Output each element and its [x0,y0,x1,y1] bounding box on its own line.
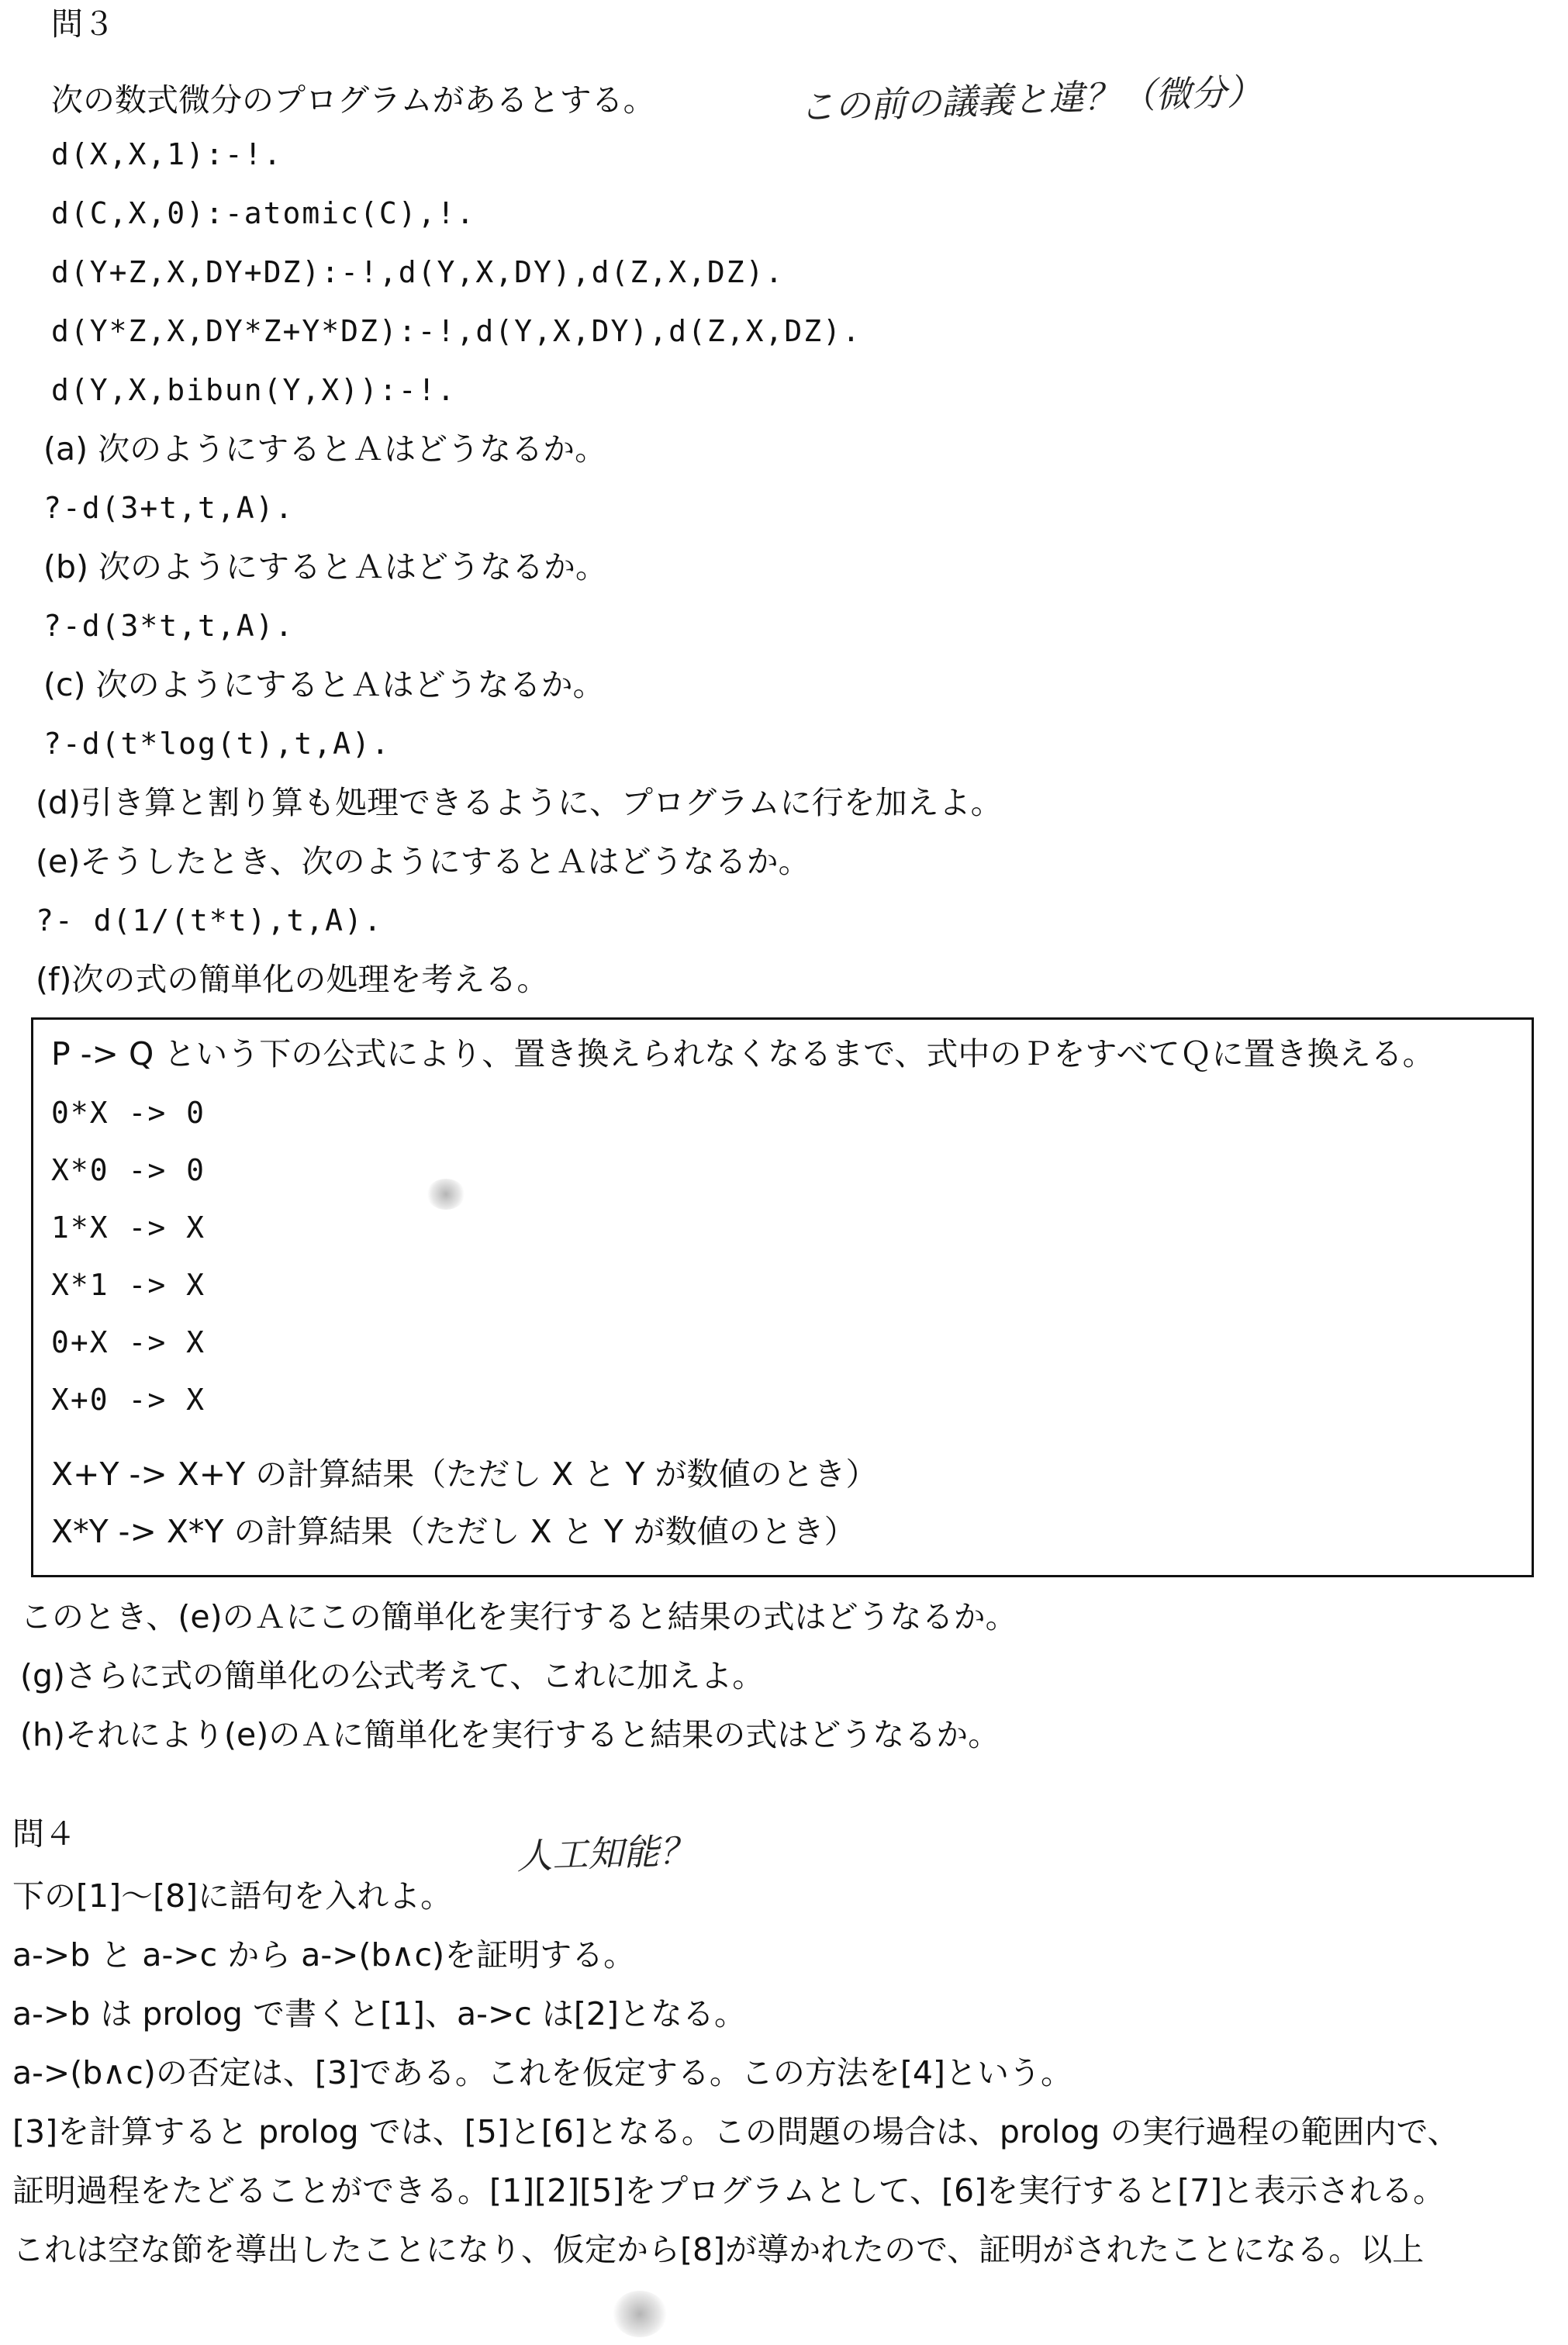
q4-handwritten-note: 人工知能？ [516,1829,696,1877]
formula-8: X*Y -> X*Y の計算結果（ただし X と Y が数値のとき） [51,1513,856,1550]
q3-intro: 次の数式微分のプログラムがあるとする。 [51,81,655,119]
q4-line-1: 下の[1]～[8]に語句を入れよ。 [12,1877,453,1915]
query-c: ?-d(t*log(t),t,A). [43,727,391,761]
q4-line-3: a->b は prolog で書くと[1]、a->c は[2]となる。 [12,1995,746,2032]
q4-line-5: [3]を計算すると prolog では、[5]と[6]となる。この問題の場合は、prolog の実行過程の範囲内で、 [12,2113,1459,2150]
query-b: ?-d(3*t,t,A). [43,609,295,643]
formula-1: 0*X -> 0 [51,1096,206,1130]
q3-heading: 問３ [51,5,115,43]
question-f: (f)次の式の簡単化の処理を考える。 [36,961,549,998]
q4-line-4: a->(b∧c)の否定は、[3]である。これを仮定する。この方法を[4]という。 [12,2054,1072,2091]
scan-smudge [613,2291,667,2337]
code-line-5: d(Y,X,bibun(Y,X)):-!. [51,373,457,407]
question-a: (a) 次のようにするとＡはどうなるか。 [43,430,607,468]
scan-smudge [427,1179,465,1210]
q4-heading: 問４ [12,1815,76,1853]
formula-2: X*0 -> 0 [51,1153,206,1187]
q4-line-7: これは空な節を導出したことになり、仮定から[8]が導かれたので、証明がされたことになる。以上 [12,2231,1425,2268]
question-g: (g)さらに式の簡単化の公式考えて、これに加えよ。 [20,1657,765,1694]
question-e: (e)そうしたとき、次のようにするとＡはどうなるか。 [36,843,810,880]
code-line-3: d(Y+Z,X,DY+DZ):-!,d(Y,X,DY),d(Z,X,DZ). [51,255,785,289]
after-box-question: このとき、(e)のＡにこの簡単化を実行すると結果の式はどうなるか。 [20,1598,1017,1635]
query-e: ?- d(1/(t*t),t,A). [36,903,383,938]
q4-line-6: 証明過程をたどることができる。[1][2][5]をプログラムとして、[6]を実行すると[7]と表示される。 [12,2172,1445,2209]
code-line-4: d(Y*Z,X,DY*Z+Y*DZ):-!,d(Y,X,DY),d(Z,X,DZ). [51,314,862,348]
rule-description: P -> Q という下の公式により、置き換えられなくなるまで、式中のＰをすべてＱに置き換える。 [51,1035,1435,1072]
code-line-1: d(X,X,1):-!. [51,137,283,171]
q4-line-2: a->b と a->c から a->(b∧c)を証明する。 [12,1936,636,1974]
formula-5: 0+X -> X [51,1325,206,1359]
question-c: (c) 次のようにするとＡはどうなるか。 [43,666,605,703]
q3-handwritten-note: この前の議義と違？（微分） [798,70,1263,129]
formula-7: X+Y -> X+Y の計算結果（ただし X と Y が数値のとき） [51,1456,878,1493]
question-d: (d)引き算と割り算も処理できるように、プログラムに行を加えよ。 [36,784,1003,821]
code-line-2: d(C,X,0):-atomic(C),!. [51,196,476,230]
formula-6: X+0 -> X [51,1383,206,1417]
formula-4: X*1 -> X [51,1268,206,1302]
question-h: (h)それにより(e)のＡに簡単化を実行すると結果の式はどうなるか。 [20,1716,1000,1753]
query-a: ?-d(3+t,t,A). [43,491,295,525]
formula-3: 1*X -> X [51,1210,206,1245]
question-b: (b) 次のようにするとＡはどうなるか。 [43,548,608,585]
